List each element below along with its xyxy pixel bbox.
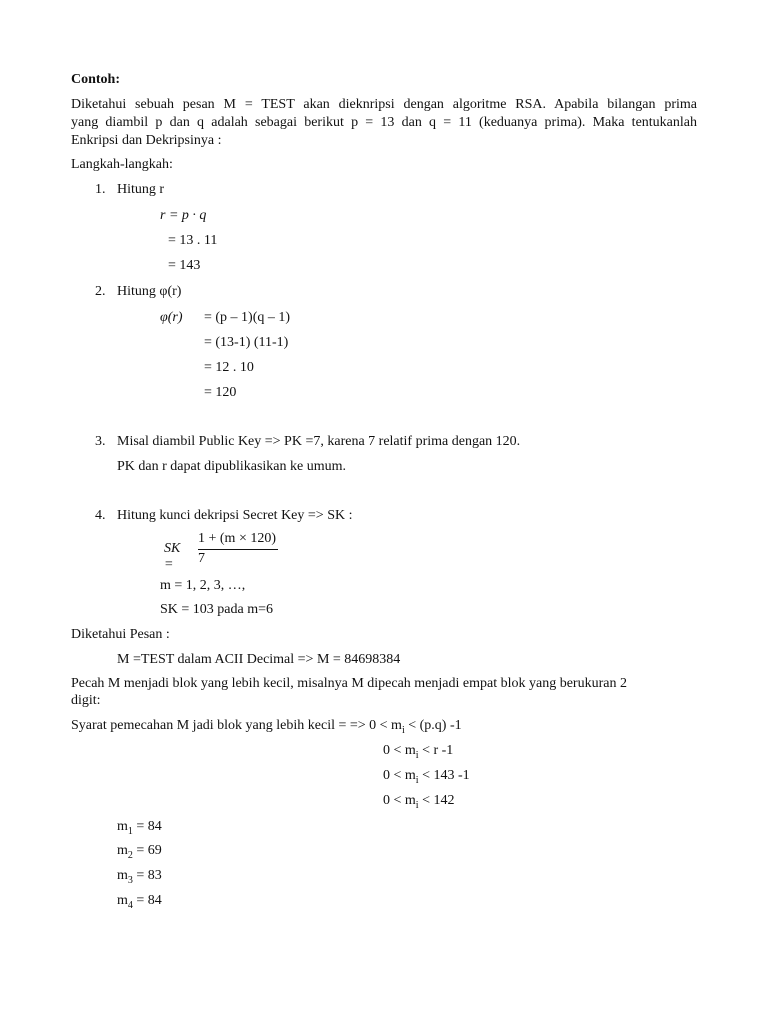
sk-formula-numerator: 1 + (m × 120) xyxy=(198,531,278,550)
intro-line-1: Diketahui sebuah pesan M = TEST akan dieknripsi dengan algoritme RSA. Apabila bilangan prima xyxy=(71,97,697,112)
condition-line-1: $0 < m_i < r$ -1 xyxy=(383,743,454,761)
step-1-line-2: = 13 . 11 xyxy=(168,233,218,248)
steps-heading: Langkah-langkah: xyxy=(71,157,173,172)
step-2-line-2: = (13-1) (11-1) xyxy=(204,335,289,350)
block-m1: $m_1 = 84$ xyxy=(117,819,162,837)
step-3-line-2: PK dan r dapat dipublikasikan ke umum. xyxy=(117,459,347,474)
step-1-number: 1. xyxy=(95,182,106,197)
intro-line-3: Enkripsi dan Dekripsinya : xyxy=(71,133,222,148)
step-4-result: SK = 103 pada m=6 xyxy=(160,602,274,617)
step-2-line-1: = (p – 1)(q – 1) xyxy=(204,310,291,325)
step-2-lhs: φ(r) xyxy=(160,310,183,325)
step-3-line-1: Misal diambil Public Key => PK =7, karena 7 relatif prima dengan 120. xyxy=(117,434,521,449)
step-1-title: Hitung r xyxy=(117,182,165,197)
example-heading: Contoh: xyxy=(71,72,121,87)
block-m4: $m_4 = 84$ xyxy=(117,893,162,911)
step-2-line-4: = 120 xyxy=(204,385,237,400)
sk-formula-lhs: SK = xyxy=(164,541,181,572)
split-line-1: Pecah M menjadi blok yang lebih kecil, misalnya M dipecah menjadi empat blok yang berukuran 2 xyxy=(71,676,627,691)
step-3-number: 3. xyxy=(95,434,106,449)
intro-line-2: yang diambil p dan q adalah sebagai berikut p = 13 dan q = 11 (keduanya prima). Maka tentukanlah xyxy=(71,115,697,130)
step-4-title: Hitung kunci dekripsi Secret Key => SK : xyxy=(117,508,353,523)
step-4-m-values: m = 1, 2, 3, …, xyxy=(160,578,246,593)
message-line: M =TEST dalam ACII Decimal => M = 84698384 xyxy=(117,652,401,667)
block-m2: $m_2 = 69$ xyxy=(117,843,162,861)
sk-formula-denominator: 7 xyxy=(198,551,205,566)
split-condition: Syarat pemecahan M jadi blok yang lebih kecil = => $0 < m_i < (p.q)$ -1 xyxy=(71,718,462,736)
step-2-line-3: = 12 . 10 xyxy=(204,360,254,375)
step-1-line-3: = 143 xyxy=(168,258,201,273)
step-1-formula: r = p · q xyxy=(160,208,207,223)
condition-line-3: $0 < m_i < 142$ xyxy=(383,793,455,811)
step-2-number: 2. xyxy=(95,284,106,299)
message-heading: Diketahui Pesan : xyxy=(71,627,170,642)
step-2-title: Hitung φ(r) xyxy=(117,284,182,299)
step-4-number: 4. xyxy=(95,508,106,523)
split-line-2: digit: xyxy=(71,693,101,708)
condition-line-2: $0 < m_i < 143$ -1 xyxy=(383,768,470,786)
block-m3: $m_3 = 83$ xyxy=(117,868,162,886)
